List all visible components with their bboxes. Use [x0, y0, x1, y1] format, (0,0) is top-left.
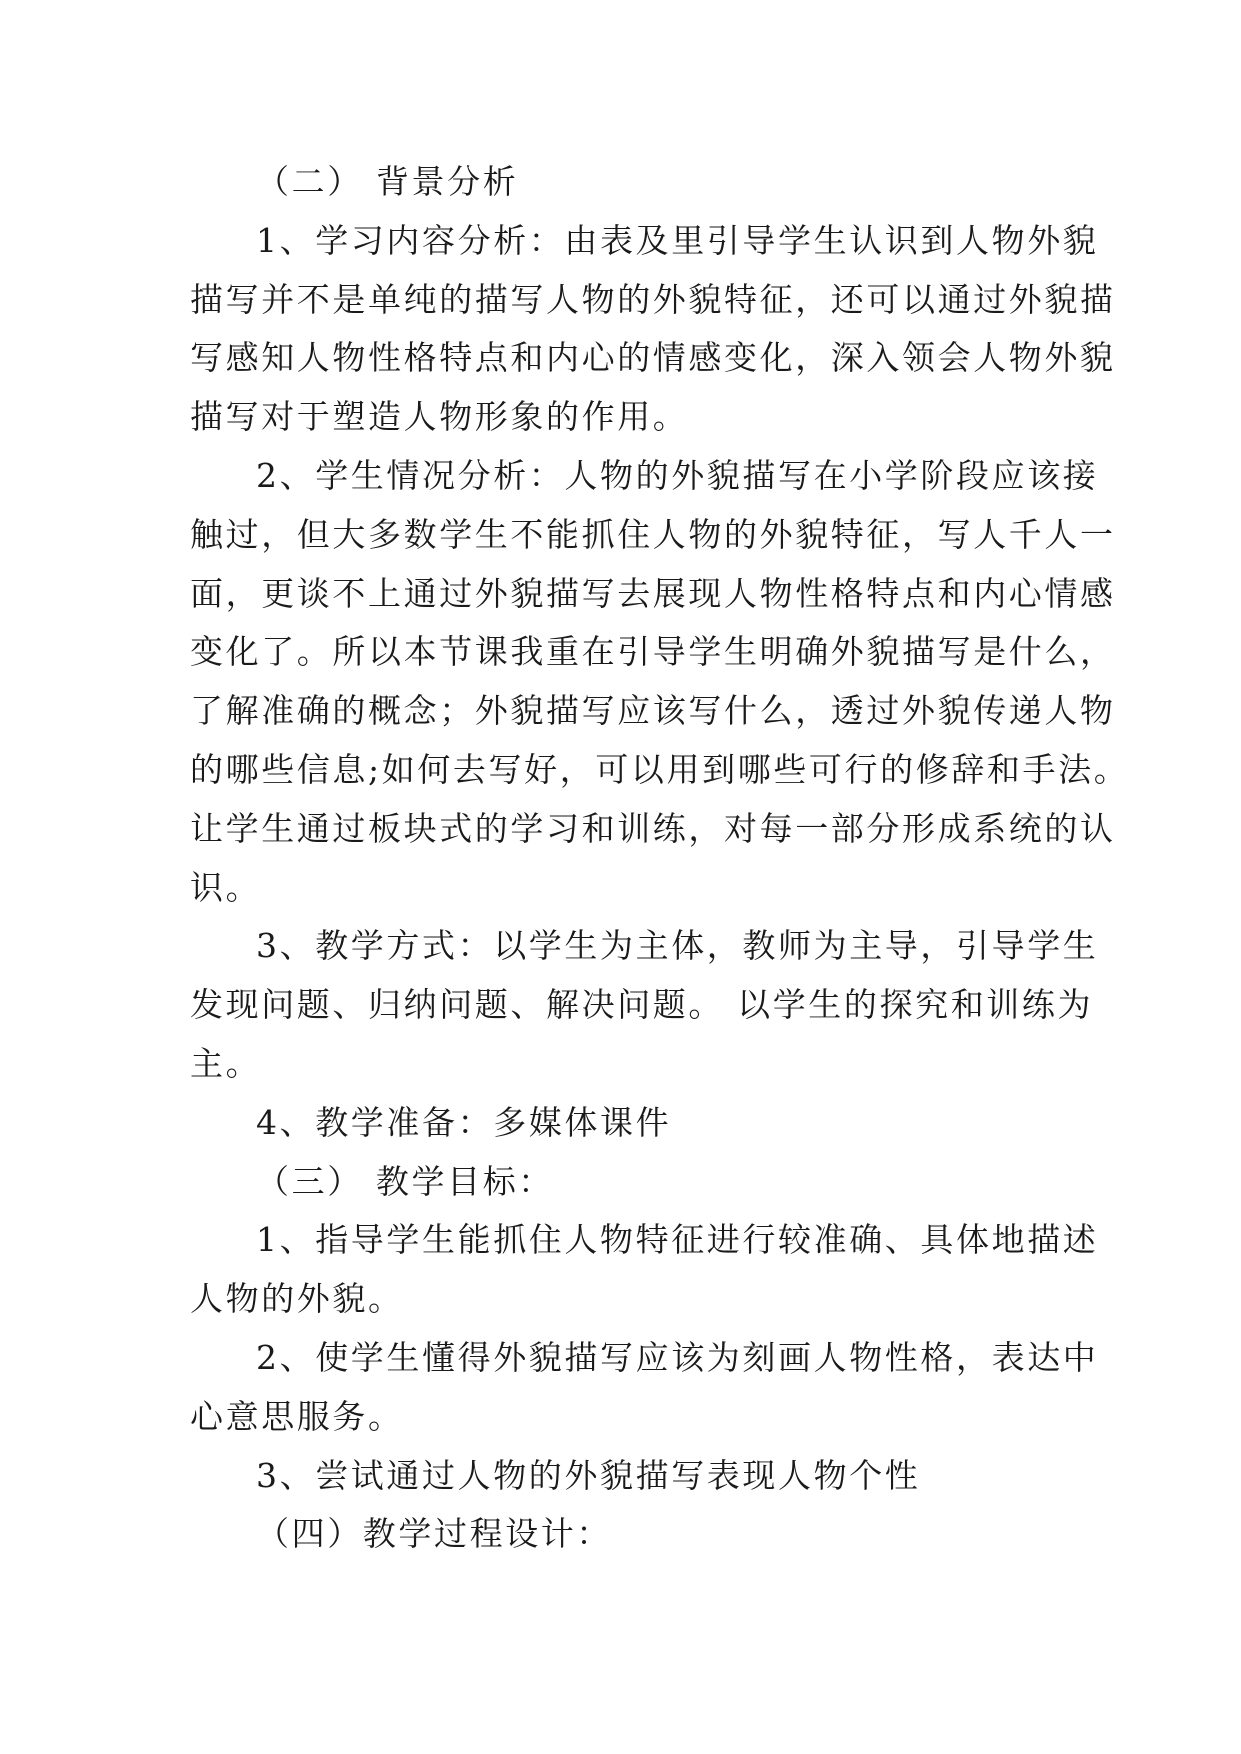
- paragraph-line: 变化了。所以本节课我重在引导学生明确外貌描写是什么，: [190, 632, 1116, 672]
- paragraph-line: 4、教学准备：多媒体课件: [256, 1102, 672, 1142]
- paragraph-line: 识。: [190, 867, 262, 907]
- paragraph-line: 主。: [190, 1043, 262, 1083]
- paragraph-line: 1、学习内容分析：由表及里引导学生认识到人物外貌: [256, 220, 1099, 260]
- paragraph-line: 写感知人物性格特点和内心的情感变化，深入领会人物外貌: [190, 338, 1116, 378]
- paragraph-line: 心意思服务。: [190, 1396, 404, 1436]
- paragraph-line: 的哪些信息;如何去写好，可以用到哪些可行的修辞和手法。: [190, 749, 1130, 789]
- paragraph-line: 发现问题、归纳问题、解决问题。 以学生的探究和训练为: [190, 985, 1094, 1025]
- section-heading-process: （四）教学过程设计：: [256, 1514, 612, 1554]
- paragraph-line: 2、使学生懂得外貌描写应该为刻画人物性格，表达中: [256, 1337, 1099, 1377]
- section-heading-background: （二） 背景分析: [256, 162, 519, 201]
- paragraph-line: 3、教学方式：以学生为主体，教师为主导，引导学生: [256, 926, 1099, 966]
- paragraph-line: 了解准确的概念；外貌描写应该写什么，透过外貌传递人物: [190, 691, 1116, 731]
- paragraph-line: 2、学生情况分析：人物的外貌描写在小学阶段应该接: [256, 455, 1099, 495]
- paragraph-line: 1、指导学生能抓住人物特征进行较准确、具体地描述: [256, 1220, 1099, 1260]
- paragraph-line: 描写并不是单纯的描写人物的外貌特征，还可以通过外貌描: [190, 279, 1116, 319]
- document-body: [190, 153, 1130, 1564]
- paragraph-line: 3、尝试通过人物的外貌描写表现人物个性: [256, 1455, 921, 1495]
- paragraph-line: 面，更谈不上通过外貌描写去展现人物性格特点和内心情感: [190, 573, 1116, 613]
- paragraph-line: 描写对于塑造人物形象的作用。: [190, 397, 689, 437]
- section-heading-objectives: （三） 教学目标：: [256, 1161, 554, 1201]
- paragraph-line: 人物的外貌。: [190, 1279, 404, 1319]
- paragraph-line: 触过，但大多数学生不能抓住人物的外貌特征，写人千人一: [190, 514, 1116, 554]
- paragraph-line: 让学生通过板块式的学习和训练，对每一部分形成系统的认: [190, 808, 1116, 848]
